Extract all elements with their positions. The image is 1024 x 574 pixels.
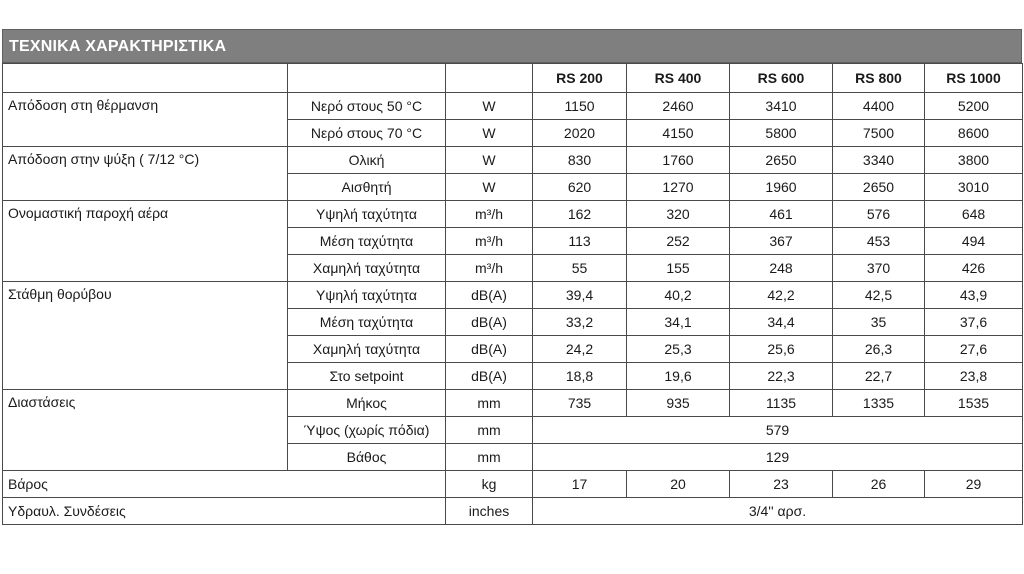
model-header: RS 400: [627, 64, 730, 93]
value-cell: 42,5: [833, 282, 925, 309]
value-cell: 25,3: [627, 336, 730, 363]
value-cell: 34,4: [730, 309, 833, 336]
weight-row: [3, 471, 1023, 498]
value-cell: 252: [627, 228, 730, 255]
hydraulic-row: [3, 498, 1023, 525]
value-cell: 39,4: [533, 282, 627, 309]
value-cell: 40,2: [627, 282, 730, 309]
value-cell: 3010: [925, 174, 1023, 201]
value-cell: 35: [833, 309, 925, 336]
parameter-label: Χαμηλή ταχύτητα: [288, 255, 446, 282]
value-cell: 17: [533, 471, 627, 498]
value-cell: 576: [833, 201, 925, 228]
value-cell: 113: [533, 228, 627, 255]
value-cell: 1760: [627, 147, 730, 174]
parameter-label: Υψηλή ταχύτητα: [288, 282, 446, 309]
parameter-label: Αισθητή: [288, 174, 446, 201]
model-header: RS 200: [533, 64, 627, 93]
value-cell: 453: [833, 228, 925, 255]
unit-cell: inches: [446, 498, 533, 525]
value-cell: 367: [730, 228, 833, 255]
header-blank-cell: [288, 64, 446, 93]
hydraulic-label: Υδραυλ. Συνδέσεις: [3, 498, 446, 525]
header-blank-cell: [3, 64, 288, 93]
value-cell: 2020: [533, 120, 627, 147]
unit-cell: dB(A): [446, 282, 533, 309]
unit-cell: W: [446, 93, 533, 120]
value-cell: 370: [833, 255, 925, 282]
value-cell: 37,6: [925, 309, 1023, 336]
value-cell: 1335: [833, 390, 925, 417]
parameter-label: Ολική: [288, 147, 446, 174]
unit-cell: m³/h: [446, 228, 533, 255]
value-cell: 1960: [730, 174, 833, 201]
value-cell: 18,8: [533, 363, 627, 390]
table-row: [3, 390, 1023, 417]
value-cell: 2460: [627, 93, 730, 120]
value-cell: 1270: [627, 174, 730, 201]
value-cell: 162: [533, 201, 627, 228]
parameter-label: Χαμηλή ταχύτητα: [288, 336, 446, 363]
value-cell: 248: [730, 255, 833, 282]
merged-value-cell: 3/4'' αρσ.: [533, 498, 1023, 525]
value-cell: 3410: [730, 93, 833, 120]
value-cell: 2650: [833, 174, 925, 201]
value-cell: 26: [833, 471, 925, 498]
value-cell: 648: [925, 201, 1023, 228]
unit-cell: W: [446, 174, 533, 201]
group-label: Απόδοση στην ψύξη ( 7/12 °C): [3, 147, 288, 201]
value-cell: 4400: [833, 93, 925, 120]
parameter-label: Στο setpoint: [288, 363, 446, 390]
merged-value-cell: 579: [533, 417, 1023, 444]
unit-cell: W: [446, 120, 533, 147]
value-cell: 42,2: [730, 282, 833, 309]
unit-cell: mm: [446, 417, 533, 444]
value-cell: 1535: [925, 390, 1023, 417]
value-cell: 19,6: [627, 363, 730, 390]
header-blank-cell: [446, 64, 533, 93]
unit-cell: mm: [446, 444, 533, 471]
value-cell: 25,6: [730, 336, 833, 363]
value-cell: 1135: [730, 390, 833, 417]
value-cell: 494: [925, 228, 1023, 255]
value-cell: 461: [730, 201, 833, 228]
value-cell: 20: [627, 471, 730, 498]
merged-value-cell: 129: [533, 444, 1023, 471]
value-cell: 27,6: [925, 336, 1023, 363]
value-cell: 23,8: [925, 363, 1023, 390]
value-cell: 320: [627, 201, 730, 228]
value-cell: 33,2: [533, 309, 627, 336]
unit-cell: dB(A): [446, 309, 533, 336]
value-cell: 22,3: [730, 363, 833, 390]
unit-cell: m³/h: [446, 255, 533, 282]
specs-table: [2, 63, 1023, 525]
value-cell: 830: [533, 147, 627, 174]
model-header: RS 800: [833, 64, 925, 93]
parameter-label: Μήκος: [288, 390, 446, 417]
parameter-label: Μέση ταχύτητα: [288, 309, 446, 336]
value-cell: 620: [533, 174, 627, 201]
unit-cell: mm: [446, 390, 533, 417]
value-cell: 55: [533, 255, 627, 282]
value-cell: 23: [730, 471, 833, 498]
table-row: [3, 282, 1023, 309]
parameter-label: Νερό στους 50 °C: [288, 93, 446, 120]
value-cell: 34,1: [627, 309, 730, 336]
parameter-label: Μέση ταχύτητα: [288, 228, 446, 255]
value-cell: 155: [627, 255, 730, 282]
value-cell: 5800: [730, 120, 833, 147]
value-cell: 8600: [925, 120, 1023, 147]
table-row: [3, 93, 1023, 120]
group-label: Απόδοση στη θέρμανση: [3, 93, 288, 147]
model-header: RS 600: [730, 64, 833, 93]
unit-cell: kg: [446, 471, 533, 498]
header-row: [3, 64, 1023, 93]
parameter-label: Ύψος (χωρίς πόδια): [288, 417, 446, 444]
unit-cell: W: [446, 147, 533, 174]
parameter-label: Υψηλή ταχύτητα: [288, 201, 446, 228]
group-label: Διαστάσεις: [3, 390, 288, 471]
value-cell: 43,9: [925, 282, 1023, 309]
parameter-label: Νερό στους 70 °C: [288, 120, 446, 147]
value-cell: 735: [533, 390, 627, 417]
table-title: ΤΕΧΝΙΚΑ ΧΑΡΑΚΤΗΡΙΣΤΙΚΑ: [2, 29, 1022, 63]
parameter-label: Βάθος: [288, 444, 446, 471]
value-cell: 935: [627, 390, 730, 417]
unit-cell: m³/h: [446, 201, 533, 228]
value-cell: 4150: [627, 120, 730, 147]
value-cell: 2650: [730, 147, 833, 174]
value-cell: 3800: [925, 147, 1023, 174]
table-row: [3, 201, 1023, 228]
value-cell: 426: [925, 255, 1023, 282]
value-cell: 3340: [833, 147, 925, 174]
unit-cell: dB(A): [446, 363, 533, 390]
value-cell: 7500: [833, 120, 925, 147]
value-cell: 22,7: [833, 363, 925, 390]
group-label: Στάθμη θορύβου: [3, 282, 288, 390]
value-cell: 29: [925, 471, 1023, 498]
specs-sheet: [2, 29, 1022, 525]
value-cell: 26,3: [833, 336, 925, 363]
model-header: RS 1000: [925, 64, 1023, 93]
value-cell: 24,2: [533, 336, 627, 363]
unit-cell: dB(A): [446, 336, 533, 363]
group-label: Ονομαστική παροχή αέρα: [3, 201, 288, 282]
weight-label: Βάρος: [3, 471, 446, 498]
value-cell: 5200: [925, 93, 1023, 120]
table-row: [3, 147, 1023, 174]
value-cell: 1150: [533, 93, 627, 120]
